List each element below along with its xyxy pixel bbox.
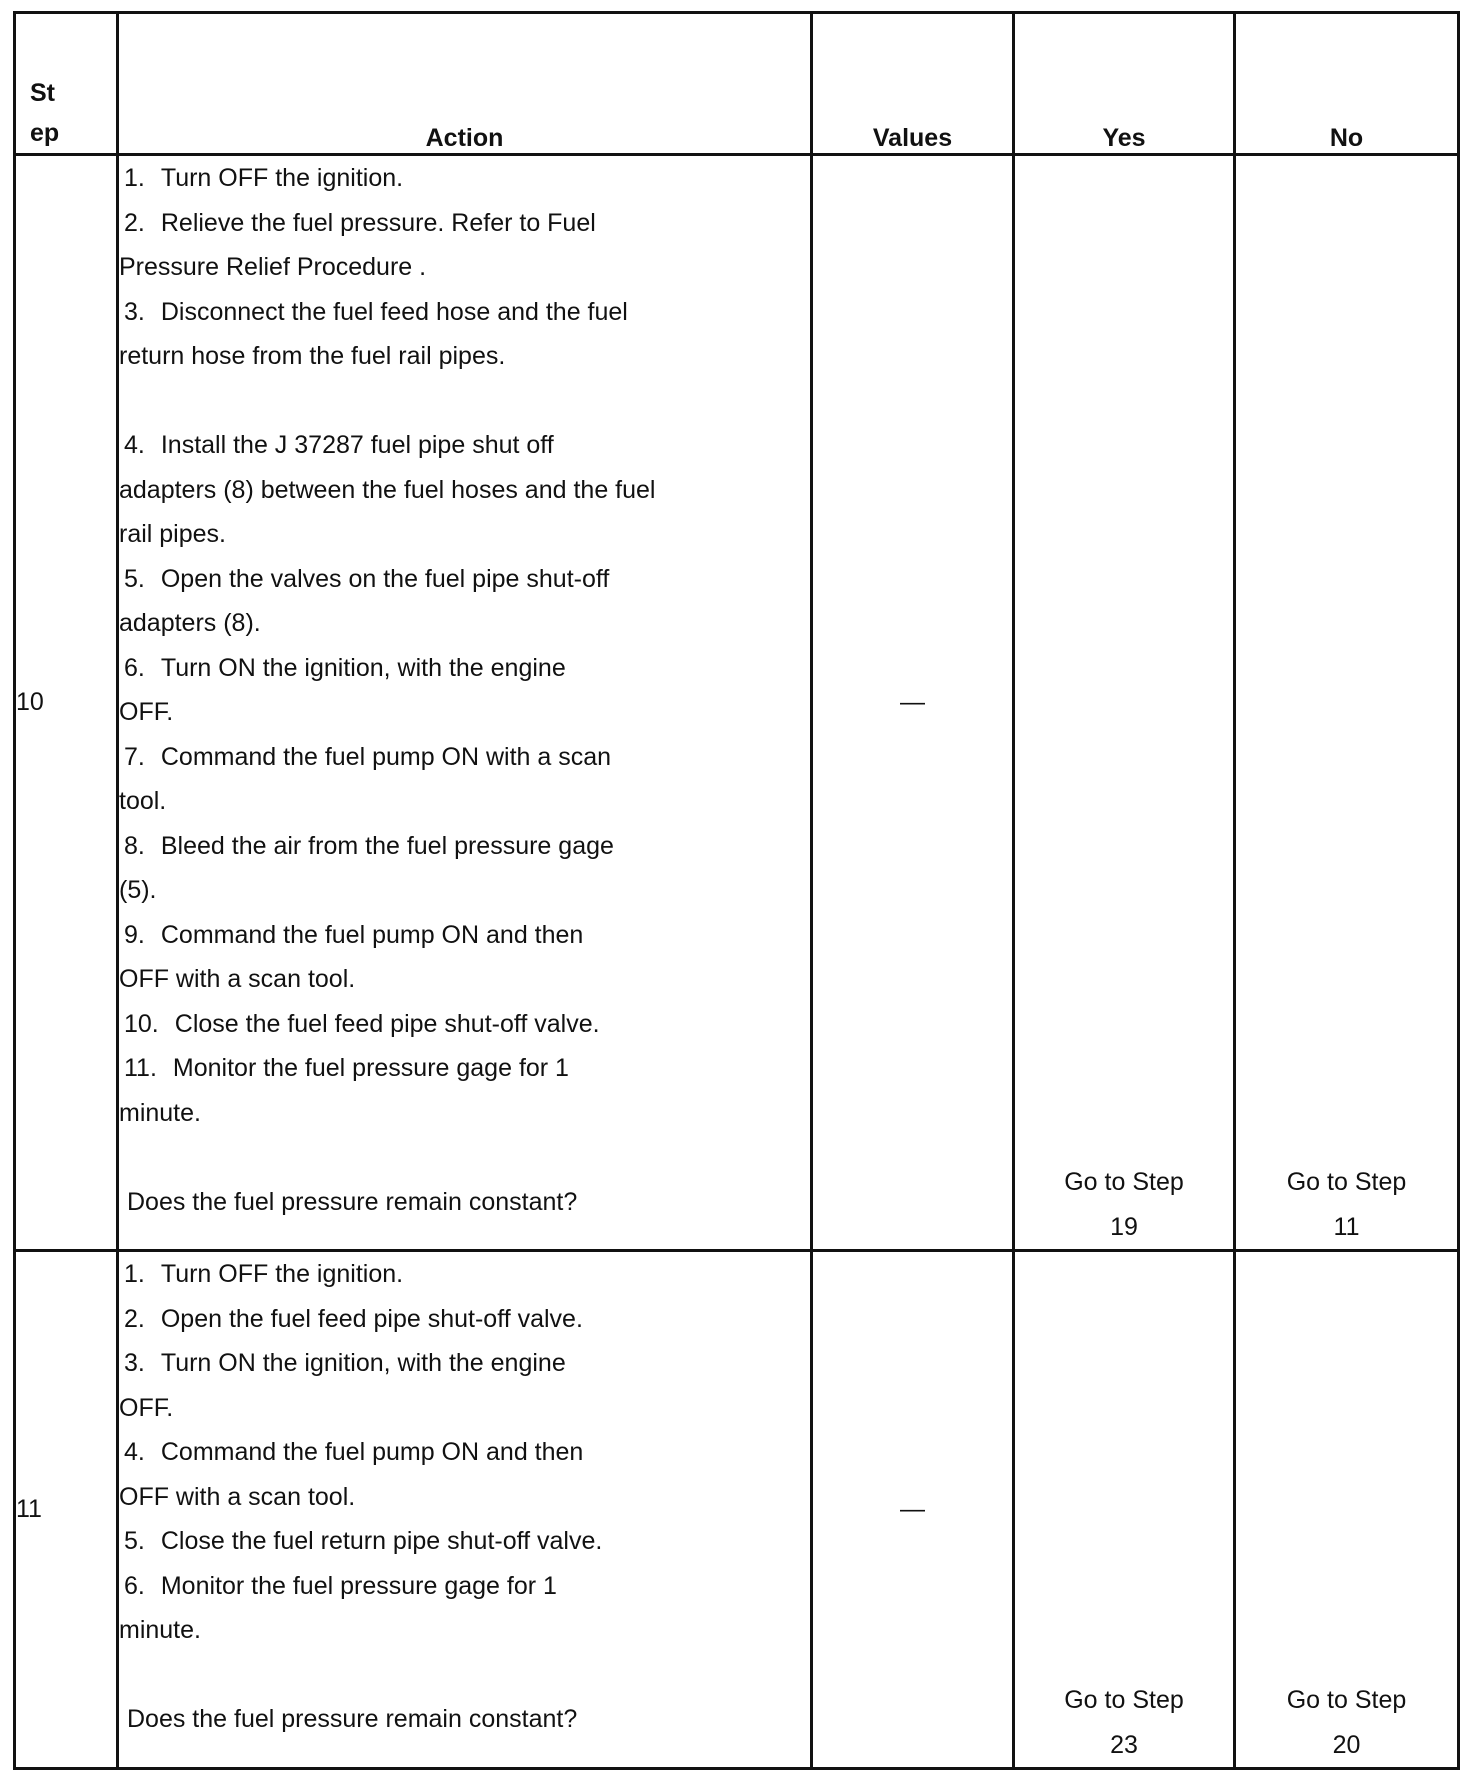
action-line: 4. Install the J 37287 fuel pipe shut off (124, 431, 554, 459)
action-line: tool. (119, 787, 167, 815)
yes-goto-label: Go to Step (1064, 1168, 1184, 1196)
action-line: 1. Turn OFF the ignition. (124, 164, 404, 192)
action-line: adapters (8) between the fuel hoses and the fuel (119, 475, 656, 504)
header-step-line2: ep (30, 119, 60, 147)
header-step-line1: St (30, 79, 55, 107)
action-line: 4. Command the fuel pump ON and then (124, 1438, 584, 1466)
action-line: return hose from the fuel rail pipes. (119, 342, 506, 370)
action-cell (118, 1251, 812, 1769)
yes-goto-step: 23 (1110, 1730, 1138, 1759)
no-goto-step: 11 (1333, 1212, 1360, 1241)
action-question: Does the fuel pressure remain constant? (127, 1705, 578, 1733)
step-number: 11 (15, 1251, 118, 1769)
no-goto (1235, 1251, 1459, 1769)
action-line: 11. Monitor the fuel pressure gage for 1 (124, 1054, 569, 1082)
action-line: 9. Command the fuel pump ON and then (124, 920, 584, 949)
action-line: 2. Open the fuel feed pipe shut-off valve. (124, 1304, 583, 1333)
action-cell (118, 155, 812, 1251)
action-line: rail pipes. (119, 520, 226, 548)
action-line: 10. Close the fuel feed pipe shut-off valve. (124, 1009, 600, 1038)
step-number: 10 (15, 155, 118, 1251)
action-line: OFF with a scan tool. (119, 1482, 356, 1511)
action-line: 2. Relieve the fuel pressure. Refer to Fuel (124, 208, 596, 237)
no-goto (1235, 155, 1459, 1251)
yes-goto-step: 19 (1110, 1212, 1138, 1241)
table-row-step-11 (15, 1251, 1459, 1769)
action-line: 6. Turn ON the ignition, with the engine (124, 653, 566, 682)
action-line: adapters (8). (119, 609, 261, 637)
header-action: Action (118, 13, 812, 155)
yes-goto (1014, 155, 1235, 1251)
action-line: (5). (119, 876, 157, 904)
action-line: OFF. (119, 1393, 174, 1422)
yes-goto (1014, 1251, 1235, 1769)
header-values: Values (812, 13, 1014, 155)
action-line: 8. Bleed the air from the fuel pressure gage (124, 831, 614, 860)
action-line: minute. (119, 1098, 201, 1127)
header-row (15, 13, 1459, 155)
diagnostic-table (13, 11, 1460, 1770)
action-line: 3. Disconnect the fuel feed hose and the fuel (124, 297, 628, 326)
action-line: 5. Close the fuel return pipe shut-off valve. (124, 1527, 603, 1555)
action-line: 7. Command the fuel pump ON with a scan (124, 742, 612, 771)
action-line: 3. Turn ON the ignition, with the engine (124, 1349, 566, 1377)
header-step (15, 13, 118, 155)
values-cell: — (812, 155, 1014, 1251)
header-no: No (1235, 13, 1459, 155)
yes-goto-label: Go to Step (1064, 1686, 1184, 1714)
action-line: Pressure Relief Procedure . (119, 253, 427, 281)
action-question: Does the fuel pressure remain constant? (127, 1187, 578, 1216)
no-goto-label: Go to Step (1286, 1686, 1407, 1714)
table-row-step-10 (15, 155, 1459, 1251)
action-line: 6. Monitor the fuel pressure gage for 1 (124, 1571, 557, 1600)
action-line: 1. Turn OFF the ignition. (124, 1260, 404, 1288)
action-line: minute. (119, 1616, 201, 1644)
values-cell: — (812, 1251, 1014, 1769)
no-goto-step: 20 (1332, 1730, 1361, 1759)
header-yes: Yes (1014, 13, 1235, 155)
no-goto-label: Go to Step (1286, 1168, 1407, 1196)
action-line: OFF. (119, 698, 174, 726)
action-line: OFF with a scan tool. (119, 965, 356, 993)
action-line: 5. Open the valves on the fuel pipe shut-off (124, 564, 610, 593)
